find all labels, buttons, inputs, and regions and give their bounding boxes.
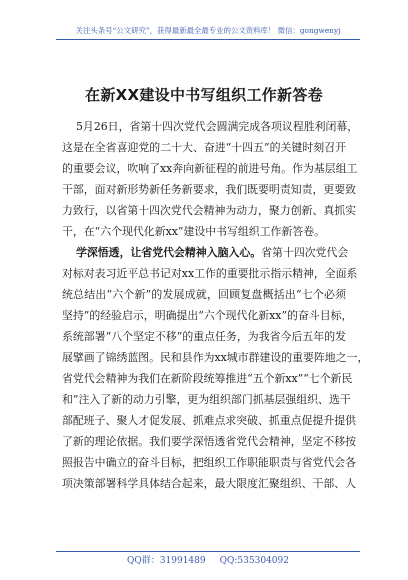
document-title: 在新XX建设中书写组织工作新答卷 [85, 86, 323, 104]
paragraph-2-line-1-text: 省第十四次党代会 [261, 246, 349, 259]
footer-contact [58, 555, 358, 567]
footer-qq-group: QQ群：31991489 [127, 556, 206, 566]
paragraph-2-line-11: 照报告中确立的奋斗目标，把组织工作职能职责与省党代会各 [62, 456, 357, 469]
paragraph-2-line-1 [76, 246, 349, 260]
paragraph-2-line-10: 了新的理论依据。我们要学深悟透省党代会精神，坚定不移按 [62, 435, 357, 448]
paragraph-2-line-12: 项决策部署科学具体结合起来，最大限度汇聚组织、干部、人 [62, 477, 357, 490]
paragraph-1-line-1: 5月26日，省第十四次党代会圆满完成各项议程胜利闭幕， [76, 120, 359, 133]
paragraph-2-line-3: 统总结出“六个新”的发展成就，回顾复盘概括出“七个必须 [62, 288, 346, 301]
paragraph-2-line-2: 对标对表习近平总书记对xx工作的重要批示指示精神，全面系 [62, 267, 358, 280]
paragraph-1-line-4: 干部，面对新形势新任务新要求，我们既要明责知责，更要致 [62, 183, 357, 196]
paragraph-2-line-5: 系统部署“八个坚定不移”的重点任务，为我省今后五年的发 [62, 330, 346, 343]
paragraph-2-line-7: 省党代会精神为我们在新阶段统筹推进“五个新xx”“七个新民 [62, 372, 353, 385]
header-divider [56, 39, 360, 40]
paragraph-2-line-8: 和”注入了新的动力引擎，更为组织部门抓基层强组织、选干 [62, 393, 351, 406]
paragraph-1-line-6: 干，在“六个现代化新xx”建设中书写组织工作新答卷。 [62, 225, 326, 238]
footer-divider [56, 551, 360, 552]
header-notice: 关注头条号“公文研究”，获得最新最全最专业的公文资料库！ 微信：gongwenyj [75, 26, 341, 35]
paragraph-1-line-3: 的重要会议，吹响了xx奔向新征程的前进号角。作为基层组工 [62, 162, 358, 175]
paragraph-2-line-9: 部配班子、聚人才促发展、抓难点求突破、抓重点促提升提供 [62, 414, 357, 427]
paragraph-2-lead: 学深悟透，让省党代会精神入脑入心。 [76, 246, 262, 259]
paragraph-2-line-4: 坚持”的经验启示，明确提出“六个现代化新xx”的奋斗目标， [62, 309, 353, 322]
paragraph-2-line-6: 展擘画了锦绣蓝图。民和县作为xx城市群建设的重要阵地之一， [62, 351, 369, 364]
paragraph-1-line-5: 力致行，以省第十四次党代会精神为动力，聚力创新、真抓实 [62, 204, 357, 217]
footer-qq: QQ:535304092 [219, 556, 289, 566]
paragraph-1-line-2: 这是在全省喜迎党的二十大、奋进“十四五”的关键时刻召开 [62, 141, 346, 154]
